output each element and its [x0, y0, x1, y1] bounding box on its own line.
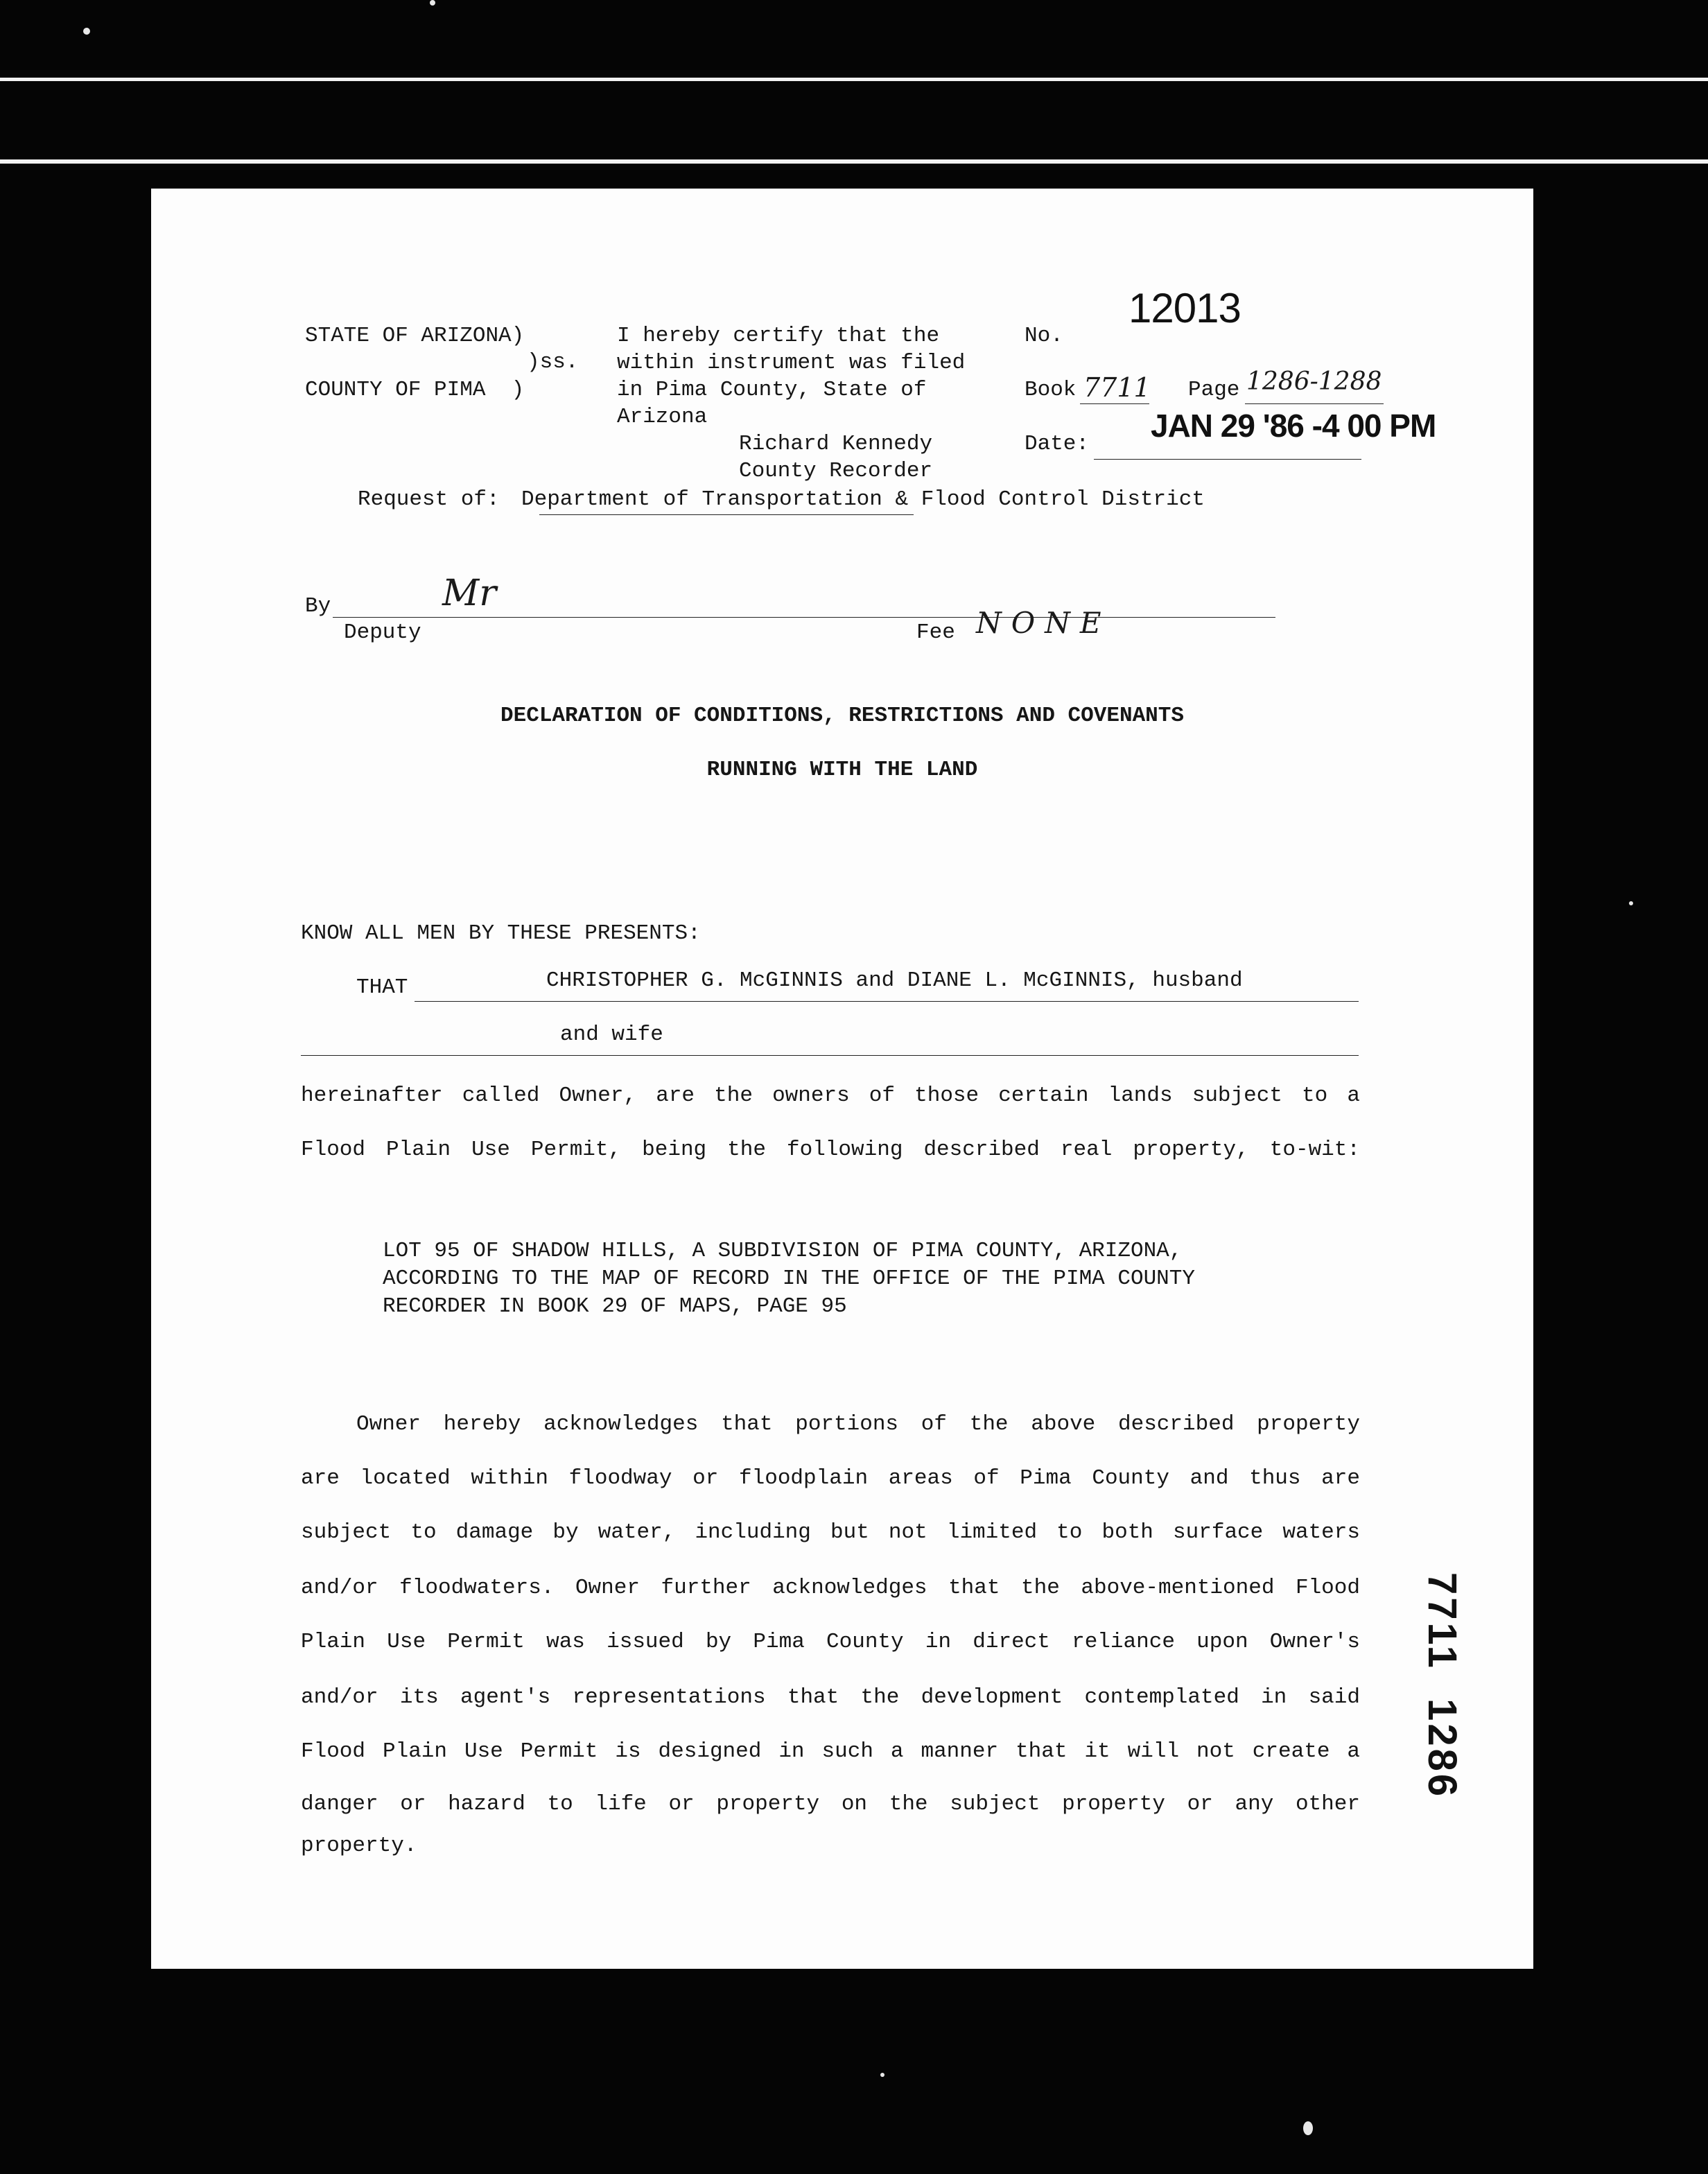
scan-speck: [430, 0, 435, 6]
book-underline: [1080, 403, 1149, 404]
owners-underline-1: [415, 1001, 1359, 1002]
owners-underline-2: [301, 1055, 1359, 1056]
paragraph-2-line-3: subject to damage by water, including but not limited to both surface waters: [301, 1520, 1360, 1545]
request-value: Department of Transportation & Flood Control District: [521, 487, 1205, 512]
deputy-label: Deputy: [344, 620, 421, 645]
date-label: Date:: [1025, 432, 1090, 456]
scan-speck: [880, 2073, 885, 2077]
certify-line-4: Arizona: [617, 405, 708, 429]
owners-line-2: and wife: [560, 1023, 663, 1047]
signature-line: [333, 617, 1275, 618]
legal-description-line-3: RECORDER IN BOOK 29 OF MAPS, PAGE 95: [383, 1294, 847, 1319]
scan-border-upper: [0, 159, 1708, 164]
paragraph-2-last-line: property.: [301, 1834, 417, 1858]
paragraph-1-line-2: Flood Plain Use Permit, being the following described real property, to-wit:: [301, 1138, 1360, 1162]
document-page: [151, 189, 1533, 1969]
recorder-name: Richard Kennedy: [739, 432, 933, 456]
ss-line: )ss.: [527, 350, 579, 374]
paragraph-2-line-7: Flood Plain Use Permit is designed in such a manner that it will not create a: [301, 1739, 1360, 1764]
book-label: Book: [1025, 378, 1077, 402]
page-underline: [1245, 403, 1384, 404]
scan-speck: [83, 28, 90, 35]
deputy-signature: Mr: [442, 573, 497, 614]
paragraph-2-line-8: danger or hazard to life or property on the subject property or any other: [301, 1792, 1360, 1816]
certify-line-1: I hereby certify that the: [617, 324, 940, 348]
document-title-line-2: RUNNING WITH THE LAND: [706, 758, 978, 782]
by-label: By: [305, 594, 331, 618]
margin-book-page-stamp: 7711 1286: [1420, 1572, 1465, 1800]
know-all-men: KNOW ALL MEN BY THESE PRESENTS:: [301, 921, 701, 946]
scan-speck: [1303, 2121, 1313, 2135]
certify-line-3: in Pima County, State of: [617, 378, 927, 402]
request-label: Request of:: [358, 487, 500, 512]
date-stamp: JAN 29 '86 -4 00 PM: [1151, 408, 1436, 444]
paragraph-1-line-1: hereinafter called Owner, are the owners of those certain lands subject to a: [301, 1084, 1360, 1108]
no-label: No.: [1025, 324, 1063, 348]
paragraph-2-line-5: Plain Use Permit was issued by Pima County in direct reliance upon Owner's: [301, 1630, 1360, 1654]
paragraph-2-line-4: and/or floodwaters. Owner further acknowledges that the above-mentioned Flood: [301, 1576, 1360, 1600]
paragraph-2-line-2: are located within floodway or floodplain areas of Pima County and thus are: [301, 1466, 1360, 1490]
request-underline: [539, 514, 914, 515]
county-line: COUNTY OF PIMA ): [305, 378, 525, 402]
page-range: 1286-1288: [1246, 367, 1382, 396]
scan-speck: [1629, 901, 1633, 905]
book-number: 7711: [1083, 372, 1151, 403]
recorder-title: County Recorder: [739, 459, 933, 483]
paragraph-2-line-1: Owner hereby acknowledges that portions of the above described property: [356, 1412, 1360, 1436]
scan-border-top: [0, 78, 1708, 81]
legal-description-line-1: LOT 95 OF SHADOW HILLS, A SUBDIVISION OF PIMA COUNTY, ARIZONA,: [383, 1239, 1183, 1263]
legal-description-line-2: ACCORDING TO THE MAP OF RECORD IN THE OFFICE OF THE PIMA COUNTY: [383, 1267, 1195, 1291]
fee-label: Fee: [916, 620, 955, 645]
document-number: 12013: [1128, 285, 1241, 331]
state-line: STATE OF ARIZONA): [305, 324, 525, 348]
page-label: Page: [1188, 378, 1240, 402]
certify-line-2: within instrument was filed: [617, 351, 966, 375]
document-title-line-1: DECLARATION OF CONDITIONS, RESTRICTIONS AND COVENANTS: [500, 704, 1184, 728]
owners-line-1: CHRISTOPHER G. McGINNIS and DIANE L. McGINNIS, husband: [546, 968, 1243, 993]
fee-value: NONE: [976, 606, 1111, 640]
date-underline: [1094, 459, 1361, 460]
paragraph-2-line-6: and/or its agent's representations that the development contemplated in said: [301, 1685, 1360, 1710]
that-label: THAT: [356, 975, 408, 1000]
